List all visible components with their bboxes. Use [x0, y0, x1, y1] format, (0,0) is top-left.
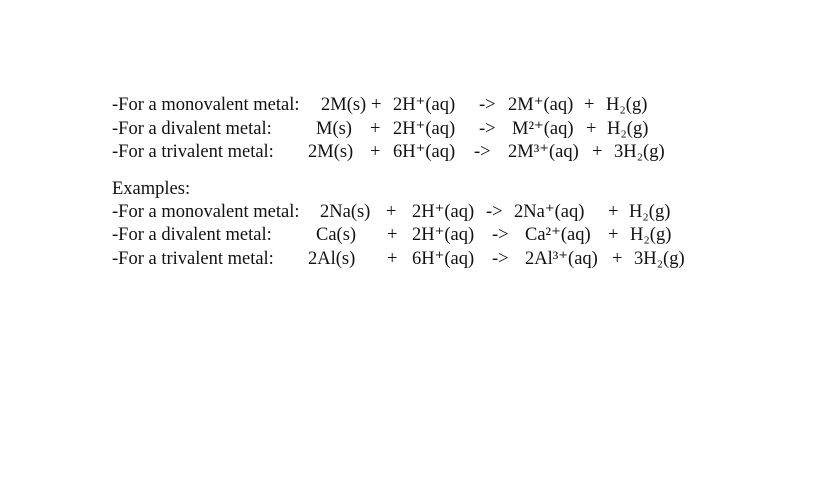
reactant-1: Ca(s)	[316, 225, 357, 245]
example-equation-monovalent	[112, 201, 772, 225]
examples-heading: Examples:	[112, 178, 191, 199]
general-equation-divalent	[112, 118, 772, 142]
equation-label: -For a divalent metal:	[112, 225, 272, 245]
reaction-arrow: ->	[492, 248, 509, 269]
reaction-arrow: ->	[479, 95, 496, 115]
equation-label: -For a trivalent metal:	[112, 142, 274, 162]
product-1: M²⁺(aq)	[512, 118, 574, 139]
reactant-1: 2M(s)	[321, 95, 367, 115]
equation-label: -For a monovalent metal:	[112, 201, 300, 222]
reaction-arrow: ->	[479, 118, 496, 139]
product-1: 2M³⁺(aq)	[508, 142, 579, 162]
equation-label: -For a trivalent metal:	[112, 248, 274, 269]
product-1: 2Al³⁺(aq)	[525, 248, 598, 269]
product-1: Ca²⁺(aq)	[525, 225, 591, 245]
product-2: 3H₂(g)	[614, 142, 665, 162]
equation-label: -For a divalent metal:	[112, 118, 272, 139]
plus-sign: +	[584, 95, 595, 115]
plus-sign: +	[586, 118, 597, 139]
product-2: H₂(g)	[607, 118, 649, 139]
reactant-1: 2Na(s)	[320, 201, 371, 222]
plus-sign: +	[370, 118, 381, 139]
equation-label: -For a monovalent metal:	[112, 95, 300, 115]
reactant-1: 2M(s)	[308, 142, 354, 162]
product-1: 2M⁺(aq)	[508, 95, 574, 115]
reaction-arrow: ->	[474, 142, 491, 162]
plus-sign: +	[612, 248, 623, 269]
plus-sign: +	[608, 201, 619, 222]
reactant-1: M(s)	[316, 118, 352, 139]
reactant-2: 2H⁺(aq)	[393, 118, 456, 139]
product-2: 3H₂(g)	[634, 248, 685, 269]
plus-sign: +	[370, 142, 381, 162]
reactant-2: 6H⁺(aq)	[412, 248, 475, 269]
reactant-1: 2Al(s)	[308, 248, 356, 269]
general-equation-monovalent	[112, 94, 772, 118]
equations-document	[112, 94, 772, 271]
example-equation-divalent	[112, 224, 772, 248]
reaction-arrow: ->	[492, 225, 509, 245]
plus-sign: +	[371, 95, 382, 115]
plus-sign: +	[592, 142, 603, 162]
general-equation-trivalent	[112, 141, 772, 165]
reactant-2: 2H⁺(aq)	[393, 95, 456, 115]
reactant-2: 6H⁺(aq)	[393, 142, 456, 162]
product-2: H₂(g)	[606, 95, 648, 115]
product-2: H₂(g)	[629, 201, 671, 222]
plus-sign: +	[386, 201, 397, 222]
example-equation-trivalent	[112, 248, 772, 272]
plus-sign: +	[387, 225, 398, 245]
product-2: H₂(g)	[630, 225, 672, 245]
plus-sign: +	[608, 225, 619, 245]
reactant-2: 2H⁺(aq)	[412, 201, 475, 222]
product-1: 2Na⁺(aq)	[514, 201, 585, 222]
plus-sign: +	[387, 248, 398, 269]
reactant-2: 2H⁺(aq)	[412, 225, 475, 245]
reaction-arrow: ->	[486, 201, 503, 222]
